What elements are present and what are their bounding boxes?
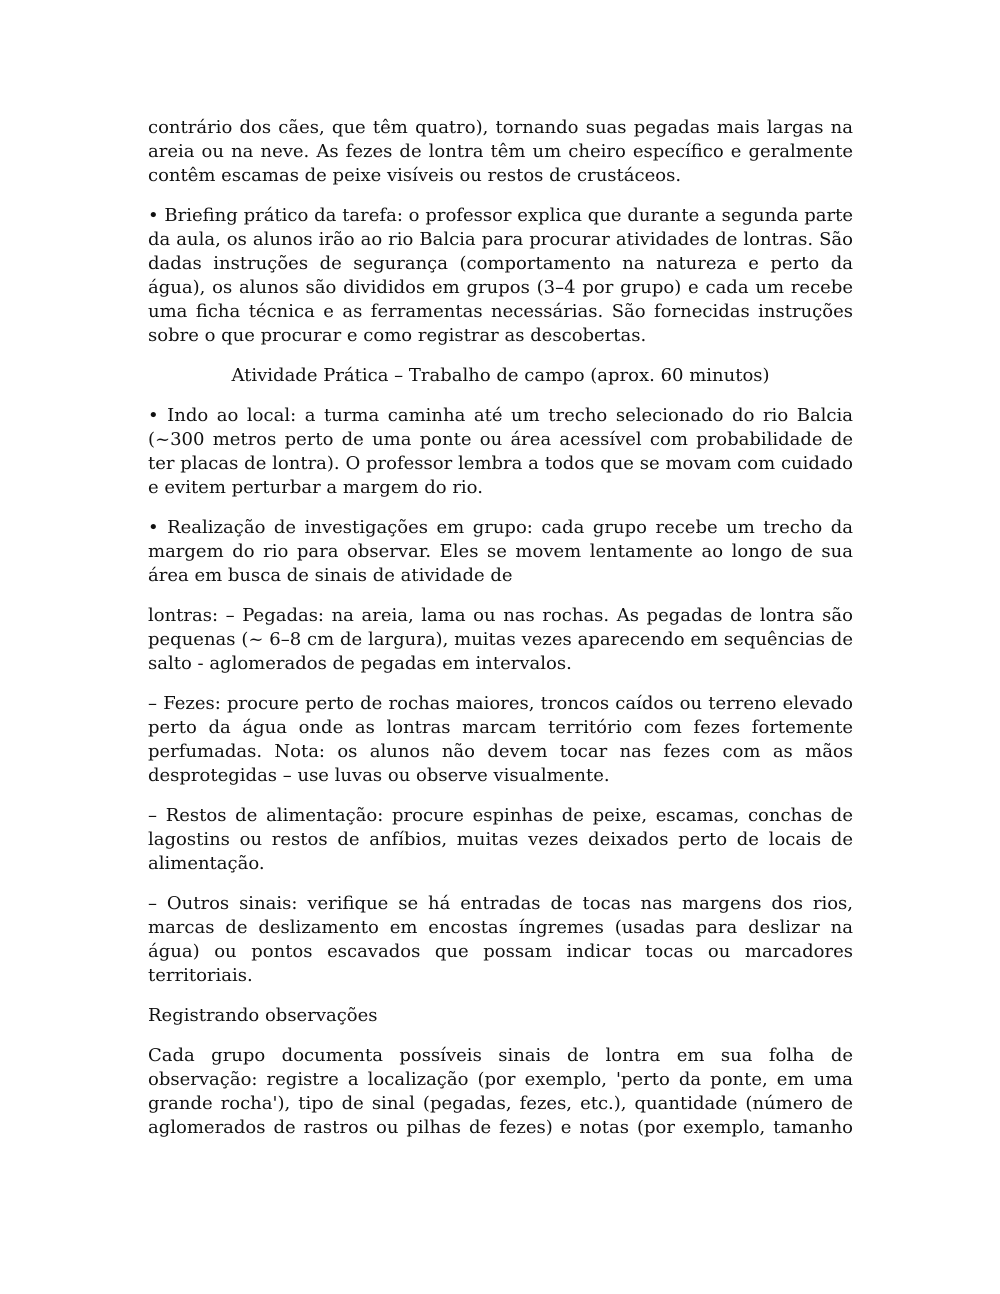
section-heading-recording: Registrando observações (148, 1005, 378, 1026)
paragraph-otter-feces-description: contrário dos cães, que têm quatro), tornando suas pegadas mais largas na areia ou na neve. As fezes de lontra têm um cheiro específico e geralmente contêm escamas de peixe visíveis ou restos de crustáceos. (148, 117, 853, 186)
paragraph-other-signs: – Outros sinais: verifique se há entradas de tocas nas margens dos rios, marcas de deslizamento em encostas íngremes (usadas para deslizar na água) ou pontos escavados que possam indicar tocas ou marcadores territoriais. (148, 893, 853, 986)
paragraph-going-to-site: • Indo ao local: a turma caminha até um trecho selecionado do rio Balcia (~300 metros perto de uma ponte ou área acessível com probabilidade de ter placas de lontra). O professor lembra a todos que se movam com cuidado e evitem perturbar a margem do rio. (148, 405, 853, 498)
paragraph-feces: – Fezes: procure perto de rochas maiores, troncos caídos ou terreno elevado perto da água onde as lontras marcam território com fezes fortemente perfumadas. Nota: os alunos não devem tocar nas fezes com as mãos desprotegidas – use luvas ou observe visualmente. (148, 693, 853, 786)
paragraph-footprints: lontras: – Pegadas: na areia, lama ou nas rochas. As pegadas de lontra são pequenas (~ 6–8 cm de largura), muitas vezes aparecendo em sequências de salto - aglomerados de pegadas em intervalos. (148, 605, 853, 674)
paragraph-group-investigation: • Realização de investigações em grupo: cada grupo recebe um trecho da margem do rio para observar. Eles se movem lentamente ao longo de sua área em busca de sinais de atividade de (148, 517, 853, 586)
paragraph-task-briefing: • Briefing prático da tarefa: o professor explica que durante a segunda parte da aula, os alunos irão ao rio Balcia para procurar atividades de lontras. São dadas instruções de segurança (comportamento na natureza e perto da água), os alunos são divididos em grupos (3–4 por grupo) e cada um recebe uma ficha técnica e as ferramentas necessárias. São fornecidas instruções sobre o que procurar e como registrar as descobertas. (148, 205, 853, 346)
paragraph-feeding-remains: – Restos de alimentação: procure espinhas de peixe, escamas, conchas de lagostins ou restos de anfíbios, muitas vezes deixados perto de locais de alimentação. (148, 805, 853, 874)
document-page (148, 116, 853, 1156)
section-heading-fieldwork: Atividade Prática – Trabalho de campo (aprox. 60 minutos) (231, 365, 770, 386)
paragraph-recording-observations: Cada grupo documenta possíveis sinais de lontra em sua folha de observação: registre a localização (por exemplo, 'perto da ponte, em uma grande rocha'), tipo de sinal (pegadas, fezes, etc.), quantidade (número de aglomerados de rastros ou pilhas de fezes) e notas (por exemplo, tamanho (148, 1045, 853, 1138)
